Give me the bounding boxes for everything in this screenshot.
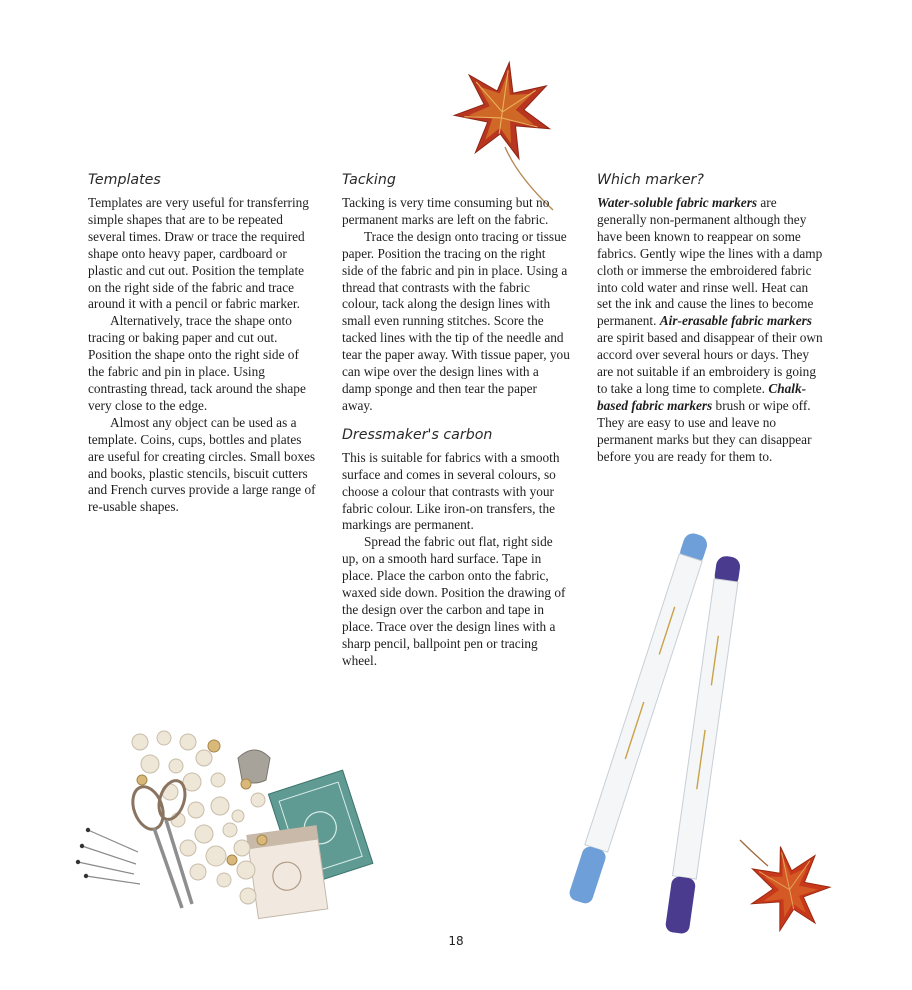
- tacking-column: [342, 170, 570, 670]
- water-soluble-text: are generally non-permanent although they have been known to reappear on some fabrics. Gently wipe the lines with a damp cloth or immerse the embroidered fabric into cold water and rinse well. Heat can set the ink and cause the lines to become permanent.: [597, 195, 823, 329]
- templates-paragraph-2: Alternatively, trace the shape onto tracing or baking paper and cut out. Position the shape onto the right side of the fabric and pin in place. Using contrasting thread, tack around the shape very close to the edge.: [88, 313, 306, 413]
- page-number: 18: [448, 934, 464, 948]
- fabric-markers-image: [555, 525, 745, 935]
- marker-heading: Which marker?: [597, 172, 704, 188]
- templates-heading: Templates: [88, 172, 161, 188]
- carbon-paragraph-1: This is suitable for fabrics with a smooth surface and comes in several colours, so choose a colour that contrasts with your fabric colour. Like iron-on transfers, the markings are permanent.: [342, 449, 560, 533]
- carbon-heading: Dressmaker's carbon: [342, 426, 493, 443]
- templates-paragraph-1: Templates are very useful for transferring simple shapes that are to be repeated several times. Draw or trace the required shape onto heavy paper, cardboard or plastic and cut out. Position the template on the right side of the fabric and trace around it with a pencil or fabric marker.: [88, 195, 309, 312]
- carbon-paragraph-2: Spread the fabric out flat, right side up, on a smooth hard surface. Tape in place. Place the carbon onto the fabric, waxed side down. Position the drawing of the design over the carbon and tape in place. Trace over the design lines with a sharp pencil, ballpoint pen or tracing wheel.: [342, 534, 566, 668]
- tacking-heading: Tacking: [342, 172, 396, 188]
- water-soluble-term: Water-soluble fabric markers: [597, 195, 758, 210]
- chalk-based-text: brush or wipe off. They are easy to use and leave no permanent marks but they can disappear before you are ready for them to.: [597, 397, 812, 464]
- templates-paragraph-3: Almost any object can be used as a template. Coins, cups, bottles and plates are useful for creating circles. Small boxes and books, plastic stencils, biscuit cutters and French curves provide a large range of re-usable shapes.: [88, 414, 316, 515]
- templates-column: [88, 170, 316, 516]
- chalk-based-term: Chalk-based fabric markers: [597, 380, 807, 413]
- sewing-notions-image: [70, 720, 390, 920]
- marker-paragraph: [597, 195, 825, 466]
- autumn-leaf-image-bottom: [738, 838, 834, 938]
- air-erasable-term: Air-erasable fabric markers: [659, 313, 812, 329]
- marker-column: [597, 170, 825, 466]
- tacking-paragraph-2: Trace the design onto tracing or tissue paper. Position the tracing on the right side of the fabric and pin in place. Using a thread that contrasts with the fabric colour, tack along the design lines with small even running stitches. Score the tacked lines with the tip of the needle and tear the paper away. With tissue paper, you can wipe over the design lines with a damp sponge and then tear the paper away.: [342, 228, 570, 413]
- tacking-paragraph-1: Tacking is very time consuming but no permanent marks are left on the fabric.: [342, 195, 550, 227]
- air-erasable-text: are spirit based and disappear of their own accord over several hours or days. They are not suitable if an embroidery is going to take a long time to complete.: [597, 330, 823, 396]
